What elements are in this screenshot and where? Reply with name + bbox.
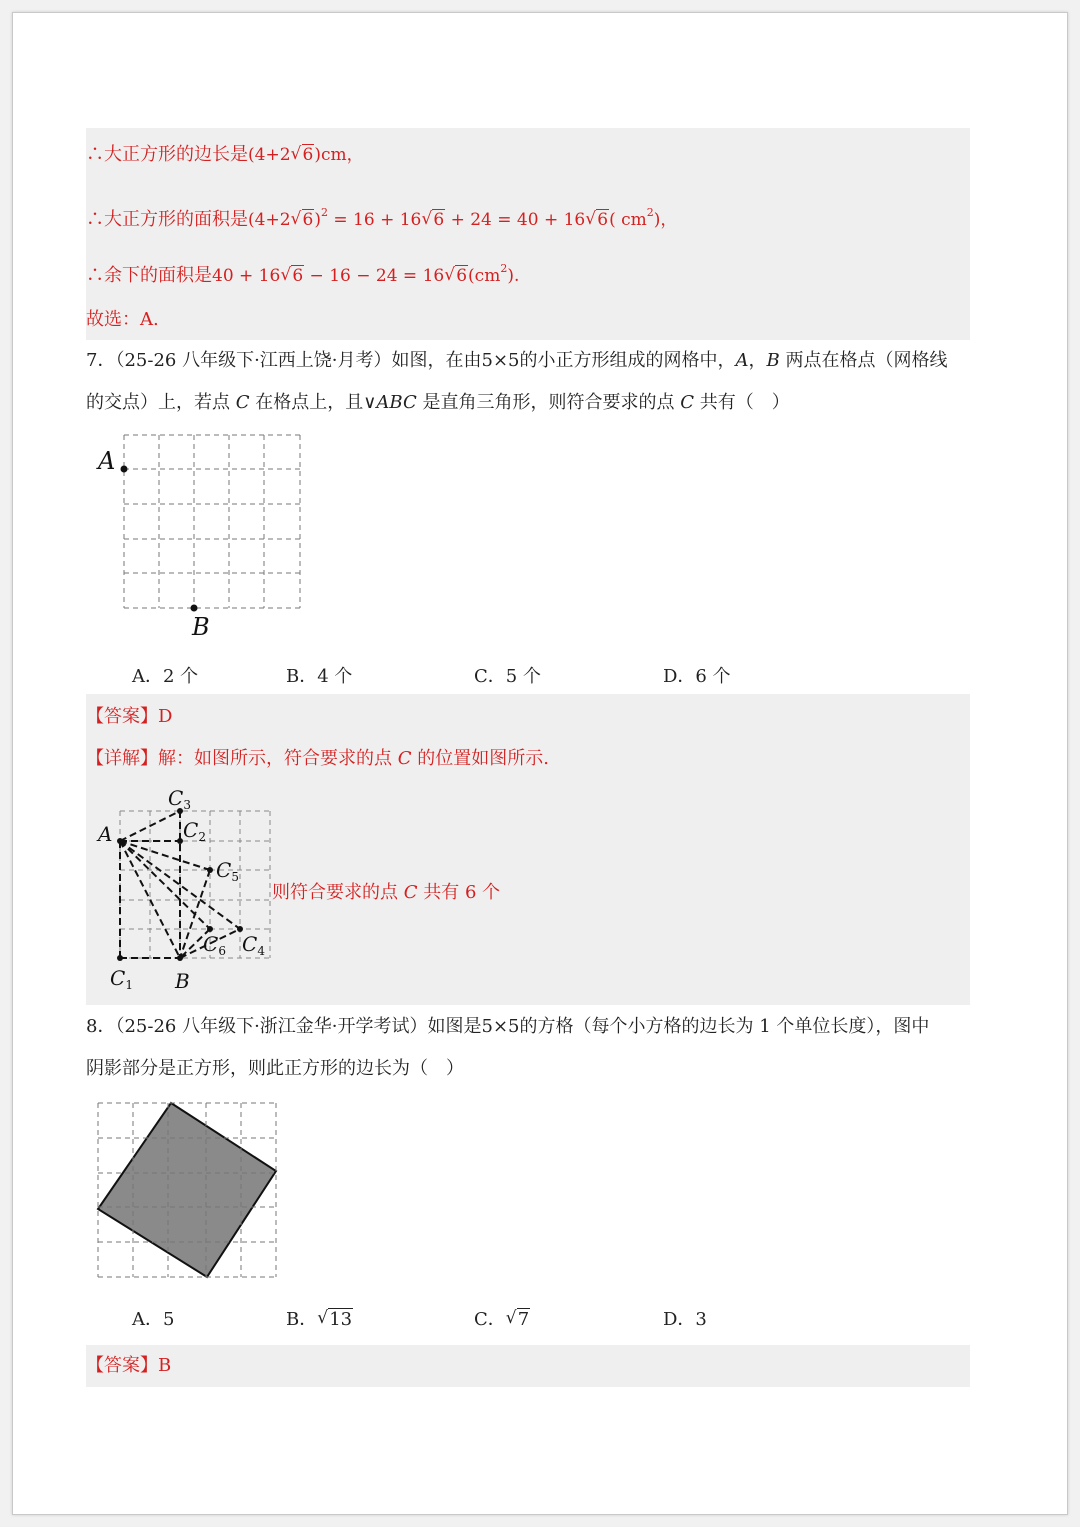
sol-label-c2: $C_2$: [183, 818, 206, 844]
q8-choice-a[interactable]: A．5: [132, 1309, 175, 1330]
q8-stem-line2: 阴影部分是正方形，则此正方形的边长为（ ）: [86, 1058, 464, 1079]
solution-block-q8: [86, 1345, 970, 1387]
label-B: B: [192, 613, 210, 641]
q7-solution-figure: [95, 785, 285, 995]
q7-stem-line1: 7．（25-26 八年级下·江西上饶·月考）如图，在由5×5的小正方形组成的网格中，A，B 两点在格点（网格线: [86, 350, 948, 371]
solution-line-area: ∴大正方形的面积是(4+2√ 6)$^2$ = 16 + 16√ 6 + 24 = 40 + 16√ 6( $cm^2$)，: [86, 200, 677, 233]
q7-choice-a[interactable]: A．2 个: [132, 666, 199, 687]
q7-choice-c[interactable]: C．5 个: [474, 666, 541, 687]
shaded-square: [98, 1103, 276, 1277]
q7-stem-line2: 的交点）上，若点 C 在格点上，且∨ABC 是直角三角形，则符合要求的点 C 共有（ ）: [86, 392, 790, 413]
label-A: A: [98, 447, 116, 475]
q7-solution-note: 则符合要求的点 C 共有 6 个: [272, 882, 501, 903]
point-A: [121, 466, 128, 473]
q7-grid-lines: [124, 435, 300, 608]
sol-label-c5: $C_5$: [216, 858, 239, 884]
q8-choice-c[interactable]: C．√ 7: [474, 1305, 530, 1331]
solution-line-remaining: ∴余下的面积是40 + 16√ 6 − 16 − 24 = 16√ $6(cm^2)$.: [86, 256, 519, 289]
q8-answer: 【答案】B: [86, 1355, 172, 1376]
sol-label-c6: $C_6$: [203, 932, 226, 958]
q8-grid-figure: [90, 1095, 290, 1285]
q7-choice-d[interactable]: D．6 个: [663, 666, 731, 687]
solution-choose: 故选：A.: [86, 309, 159, 330]
sol-label-B: B: [175, 969, 190, 993]
q7-choice-b[interactable]: B．4 个: [286, 666, 353, 687]
q8-choice-d[interactable]: D．3: [663, 1309, 707, 1330]
q7-answer: 【答案】D: [86, 706, 173, 727]
sol-label-c3: $C_3$: [168, 786, 191, 812]
q7-detail: 【详解】解：如图所示，符合要求的点 C 的位置如图所示.: [86, 748, 549, 769]
solution-line-side: ∴大正方形的边长是(4+2√ 6)cm，: [86, 142, 364, 168]
q7-grid-figure: [90, 425, 320, 645]
sol-label-A: A: [98, 822, 113, 846]
sol-label-c4: $C_4$: [242, 932, 265, 958]
point-B: [191, 605, 198, 612]
q8-choice-b[interactable]: B．√ 13: [286, 1305, 353, 1331]
sol-label-c1: $C_1$: [110, 966, 133, 992]
q8-stem-line1: 8．（25-26 八年级下·浙江金华·开学考试）如图是5×5的方格（每个小方格的边长为 1 个单位长度），图中: [86, 1016, 930, 1037]
